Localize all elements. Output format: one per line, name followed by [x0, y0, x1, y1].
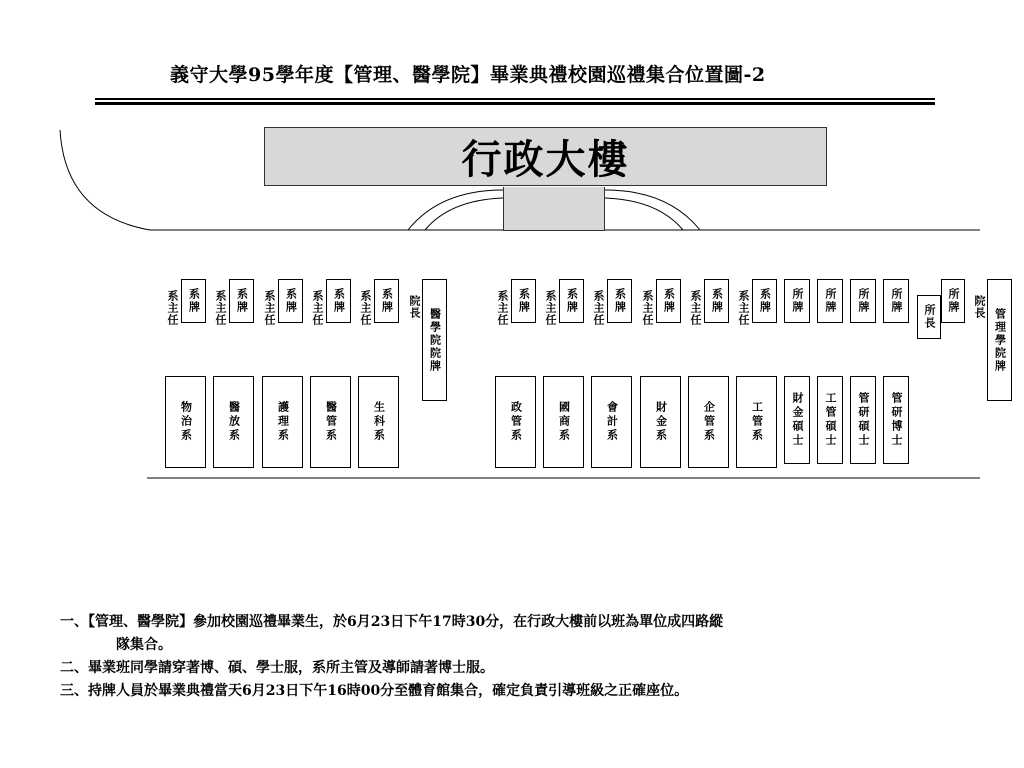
- department-box: 工管系: [736, 376, 777, 468]
- institute-box: 財金碩士: [784, 376, 810, 464]
- dept-sign: 系牌: [752, 279, 777, 323]
- department-box: 護理系: [262, 376, 303, 468]
- institute-box: 工管碩士: [817, 376, 843, 464]
- institute-sign: 所牌: [883, 279, 909, 323]
- department-box: 醫管系: [310, 376, 351, 468]
- dept-head-label: 系主任: [359, 290, 372, 326]
- dept-sign: 系牌: [607, 279, 632, 323]
- institute-sign: 所牌: [817, 279, 843, 323]
- note-1: 一、【管理、醫學院】參加校園巡禮畢業生，於6月23日下午17時30分，在行政大樓前以班為單位成四路縱: [60, 614, 724, 630]
- dept-sign: 系牌: [374, 279, 399, 323]
- dept-head-label: 系主任: [592, 290, 605, 326]
- dept-sign: 系牌: [326, 279, 351, 323]
- dean-label: 院長: [408, 295, 421, 319]
- admin-building-label: 行政大樓: [461, 136, 630, 183]
- note-2: 二、畢業班同學請穿著博、碩、學士服，系所主管及導師請著博士服。: [60, 660, 494, 676]
- note-1-cont: 隊集合。: [116, 637, 172, 653]
- dept-head-label: 系主任: [263, 290, 276, 326]
- department-box: 醫放系: [213, 376, 254, 468]
- institute-head-sign: 所長: [917, 295, 941, 339]
- institute-sign: 所牌: [850, 279, 876, 323]
- college-sign: 醫學院院牌: [422, 279, 447, 401]
- page-title: 義守大學95學年度【管理、醫學院】畢業典禮校園巡禮集合位置圖-2: [170, 64, 766, 86]
- department-box: 生科系: [358, 376, 399, 468]
- college-sign: 管理學院牌: [987, 279, 1012, 401]
- dept-head-label: 系主任: [311, 290, 324, 326]
- admin-building: [264, 127, 827, 186]
- dept-sign: 系牌: [278, 279, 303, 323]
- department-box: 財金系: [640, 376, 681, 468]
- dept-sign: 系牌: [229, 279, 254, 323]
- dept-sign: 系牌: [656, 279, 681, 323]
- institute-box: 管研碩士: [850, 376, 876, 464]
- department-box: 企管系: [688, 376, 729, 468]
- dept-head-label: 系主任: [737, 290, 750, 326]
- department-box: 國商系: [543, 376, 584, 468]
- notes: [60, 611, 1000, 703]
- dept-head-label: 系主任: [214, 290, 227, 326]
- note-3: 三、持牌人員於畢業典禮當天6月23日下午16時00分至體育館集合，確定負責引導班級之正確座位。: [60, 683, 689, 699]
- dept-sign: 系牌: [511, 279, 536, 323]
- department-box: 政管系: [495, 376, 536, 468]
- dean-label: 院長: [973, 295, 986, 319]
- institute-box: 管研博士: [883, 376, 909, 464]
- dept-sign: 系牌: [704, 279, 729, 323]
- dept-head-label: 系主任: [166, 290, 179, 326]
- dept-head-label: 系主任: [544, 290, 557, 326]
- dept-head-label: 系主任: [641, 290, 654, 326]
- dept-head-label: 系主任: [689, 290, 702, 326]
- dept-sign: 系牌: [181, 279, 206, 323]
- institute-sign: 所牌: [941, 279, 965, 323]
- institute-sign: 所牌: [784, 279, 810, 323]
- admin-building-entrance: [503, 187, 605, 231]
- department-box: 會計系: [591, 376, 632, 468]
- department-box: 物治系: [165, 376, 206, 468]
- dept-sign: 系牌: [559, 279, 584, 323]
- dept-head-label: 系主任: [496, 290, 509, 326]
